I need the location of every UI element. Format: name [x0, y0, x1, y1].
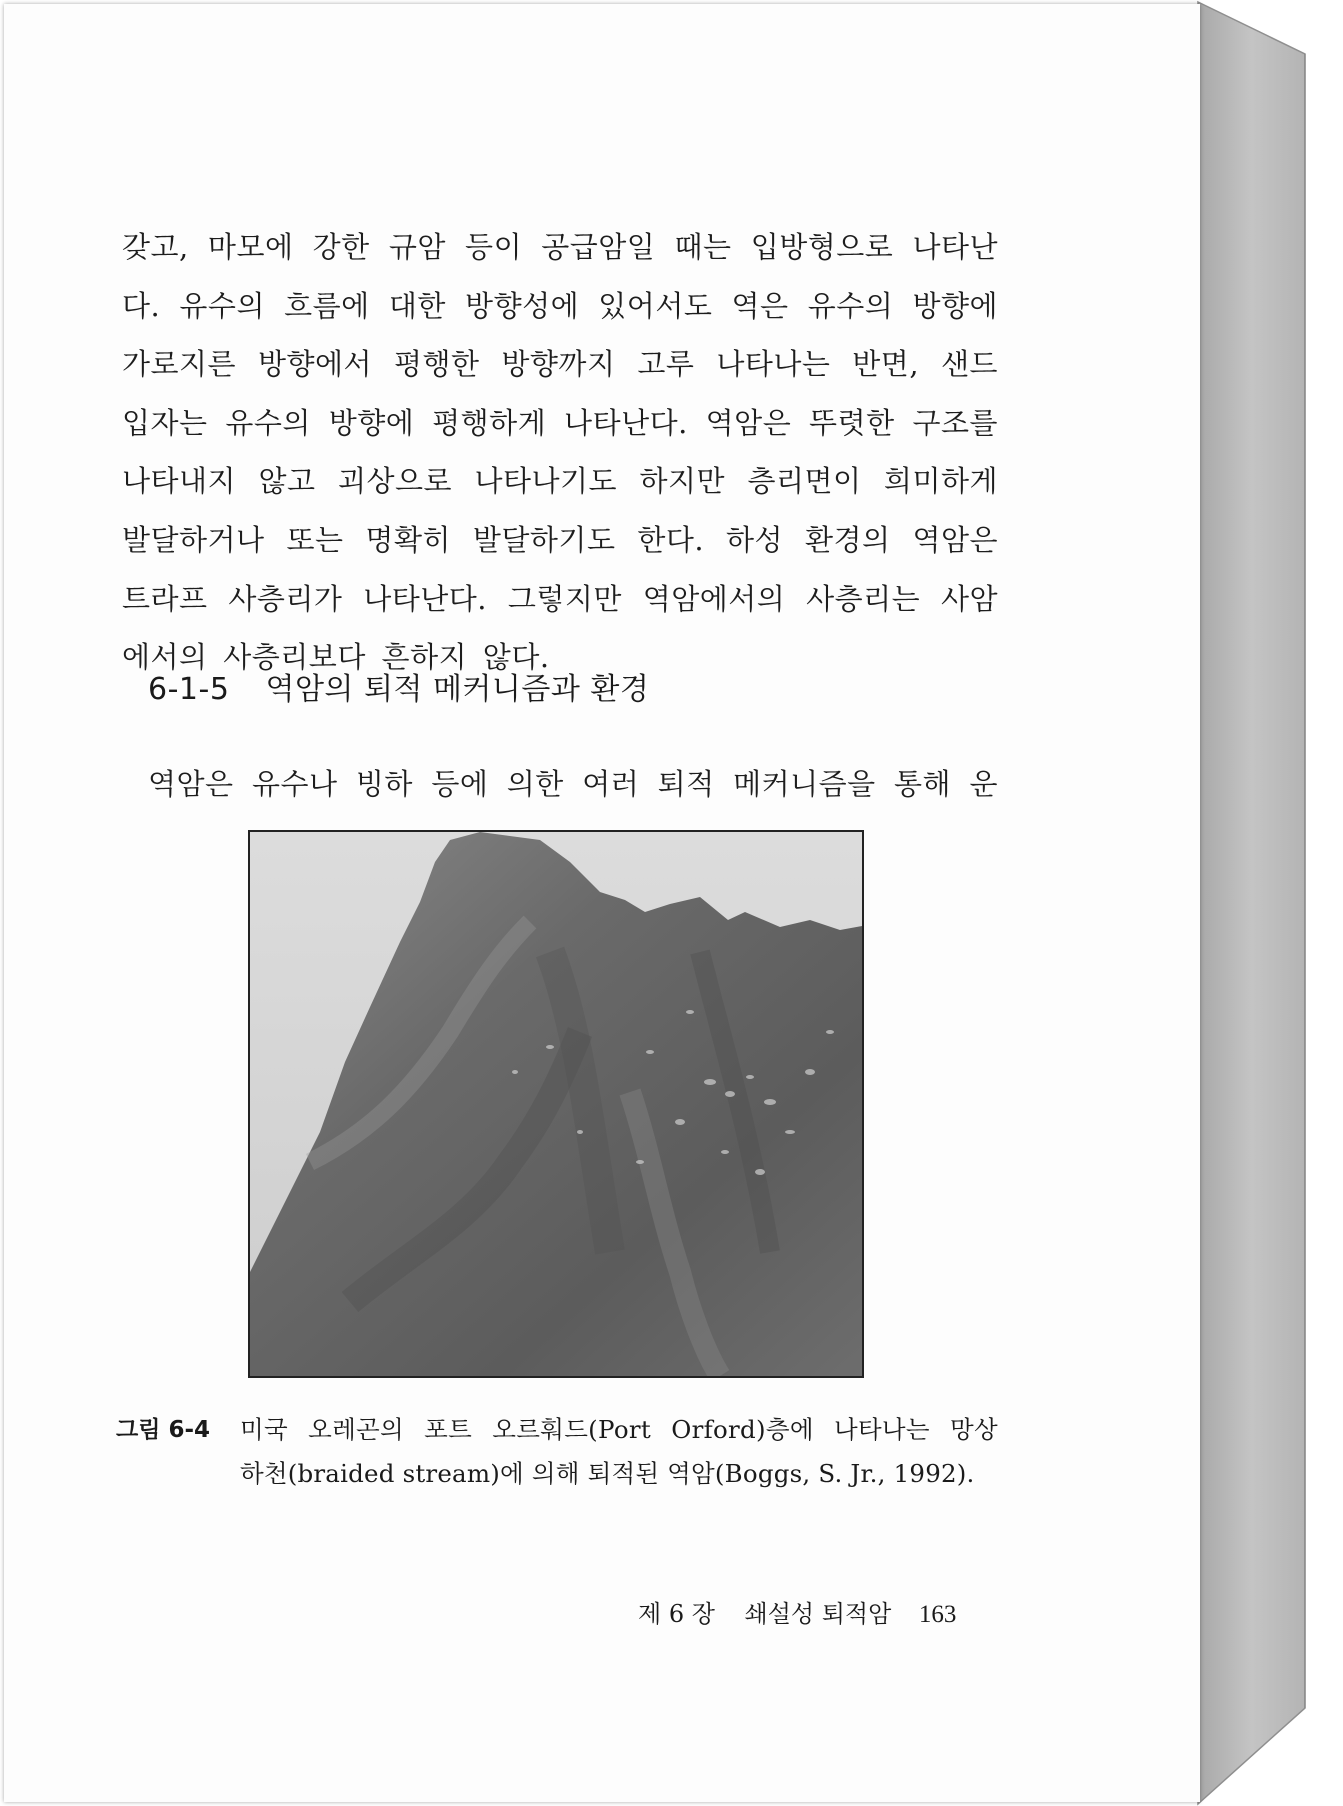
page-number: 163 [918, 1601, 957, 1628]
figure-photo [248, 830, 864, 1378]
caption-line: 하천(braided stream)에 의해 퇴적된 역암(Boggs, S. Jr., 1992). [240, 1459, 975, 1488]
book-page [4, 4, 1200, 1802]
chapter-title: 쇄설성 퇴적암 [744, 1600, 892, 1628]
caption-line: 미국 오레곤의 포트 오르훠드(Port Orford)층에 나타나는 망상 [240, 1415, 998, 1444]
body-paragraph-2: 역암은 유수나 빙하 등에 의한 여러 퇴적 메커니즘을 통해 운 [148, 767, 998, 801]
text-line: 가로지른 방향에서 평행한 방향까지 고루 나타나는 반면, 샌드 [122, 347, 998, 382]
text-line: 발달하거나 또는 명확히 발달하기도 한다. 하성 환경의 역암은 [122, 522, 998, 557]
section-title: 역암의 퇴적 메커니즘과 환경 [265, 672, 650, 707]
section-number: 6-1-5 [148, 672, 230, 707]
rock-outcrop-image [250, 832, 862, 1376]
text-line: 다. 유수의 흐름에 대한 방향성에 있어서도 역은 유수의 방향에 [122, 288, 998, 323]
figure-label: 그림 6-4 [116, 1417, 210, 1443]
section-heading [148, 664, 649, 708]
text-line: 에서의 사층리보다 흔하지 않다. [122, 640, 550, 675]
figure-caption [116, 1408, 998, 1496]
running-footer [638, 1594, 956, 1629]
text-line: 트라프 사층리가 나타난다. 그렇지만 역암에서의 사층리는 사암 [122, 581, 998, 616]
text-line: 나타내지 않고 괴상으로 나타나기도 하지만 층리면이 희미하게 [122, 464, 998, 499]
text-line: 갖고, 마모에 강한 규암 등이 공급암일 때는 입방형으로 나타난 [122, 230, 998, 264]
chapter-label: 제 6 장 [638, 1600, 715, 1628]
body-paragraph [122, 218, 998, 687]
text-line: 입자는 유수의 방향에 평행하게 나타난다. 역암은 뚜렷한 구조를 [122, 405, 998, 440]
